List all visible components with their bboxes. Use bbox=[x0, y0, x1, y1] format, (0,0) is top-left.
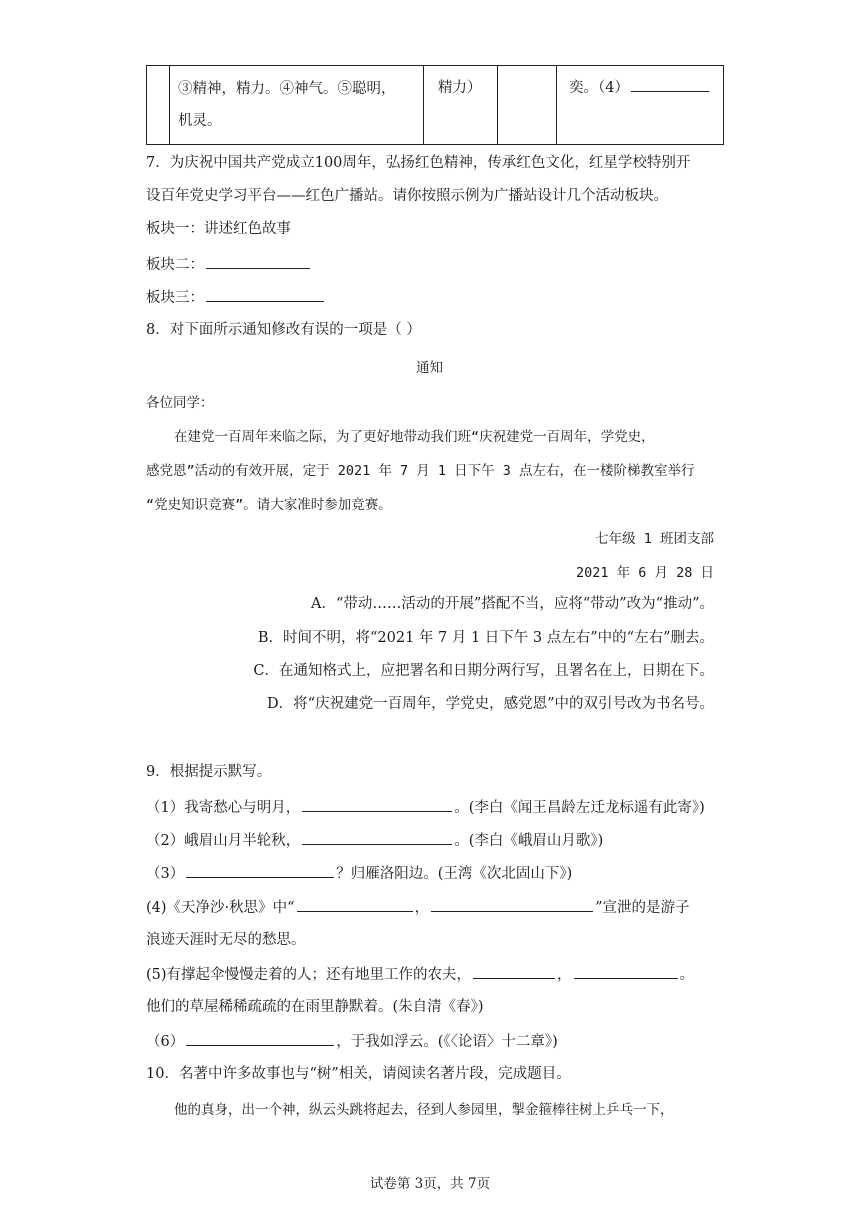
table-cell-2-line1: ③精神，精力。④神气。⑤聪明， bbox=[178, 81, 396, 97]
q9-item3-pre: （3） bbox=[146, 866, 185, 882]
answer-blank-9-2[interactable] bbox=[302, 829, 452, 845]
q9-item4-pre: (4)《天净沙·秋思》中“ bbox=[146, 900, 295, 916]
q9-item5-mid: ， bbox=[557, 967, 572, 983]
q9-item5-pre: (5)有撑起伞慢慢走着的人；还有地里工作的农夫， bbox=[146, 967, 472, 983]
answer-blank-9-4a[interactable] bbox=[297, 896, 413, 912]
q9-item2-pre: （2）峨眉山月半轮秋， bbox=[146, 833, 301, 849]
q7-block2-label: 板块二： bbox=[146, 257, 204, 273]
q9-item1-post: 。(李白《闻王昌龄左迁龙标遥有此寄》) bbox=[454, 800, 705, 816]
q8-option-c[interactable]: C．在通知格式上，应把署名和日期分两行写，且署名在上，日期在下。 bbox=[253, 663, 714, 679]
q9-item5 bbox=[146, 963, 694, 985]
q10-stem: 10．名著中许多故事也与“树”相关，请阅读名著片段，完成题目。 bbox=[146, 1066, 571, 1082]
notice-greeting: 各位同学： bbox=[146, 395, 214, 411]
q9-item4 bbox=[146, 896, 689, 918]
notice-signer: 七年级 1 班团支部 bbox=[595, 531, 714, 547]
q7-line2: 设百年党史学习平台——红色广播站。请你按照示例为广播站设计几个活动板块。 bbox=[146, 188, 668, 204]
answer-blank-table[interactable] bbox=[631, 76, 709, 92]
q7-block2-row bbox=[146, 253, 312, 275]
page-footer: 试卷第 3页，共 7页 bbox=[369, 1176, 491, 1192]
answer-blank-block2[interactable] bbox=[206, 253, 310, 269]
q7-block3-label: 板块三： bbox=[146, 290, 204, 306]
answer-blank-9-5a[interactable] bbox=[473, 963, 555, 979]
q9-item6 bbox=[146, 1030, 558, 1052]
q7-block1: 板块一：讲述红色故事 bbox=[146, 221, 291, 237]
answer-blank-block3[interactable] bbox=[206, 286, 324, 302]
table-cell-3 bbox=[424, 66, 498, 145]
table-cell-2 bbox=[170, 66, 424, 145]
q9-item2 bbox=[146, 829, 603, 851]
answer-blank-9-3[interactable] bbox=[186, 862, 334, 878]
q8-option-b[interactable]: B．时间不明，将“2021 年 7 月 1 日下午 3 点左右”中的“左右”删去。 bbox=[257, 630, 714, 646]
notice-body-line2: 感党恩”活动的有效开展，定于 2021 年 7 月 1 日下午 3 点左右，在一楼阶梯教室举行 bbox=[146, 463, 695, 479]
q10-passage: 他的真身，出一个神，纵云头跳将起去，径到人参园里，掣金箍棒往树上乒乓一下， bbox=[174, 1102, 674, 1118]
answer-blank-9-5b[interactable] bbox=[574, 963, 678, 979]
q9-item4-post: ”宣泄的是游子 bbox=[595, 900, 690, 916]
answer-blank-9-6[interactable] bbox=[186, 1030, 334, 1046]
notice-date: 2021 年 6 月 28 日 bbox=[575, 565, 714, 581]
q9-item6-post: ，于我如浮云。(《〈论语〉十二章》) bbox=[336, 1034, 558, 1050]
q9-item3-post: ？归雁洛阳边。(王湾《次北固山下》) bbox=[336, 866, 573, 882]
table-cell-2-line2: 机灵。 bbox=[178, 113, 222, 129]
q7-block3-row bbox=[146, 286, 326, 308]
q7-line1: 7．为庆祝中国共产党成立100周年，弘扬红色精神，传承红色文化，红星学校特别开 bbox=[146, 155, 691, 171]
notice-body-line1: 在建党一百周年来临之际，为了更好地带动我们班“庆祝建党一百周年，学党史， bbox=[174, 429, 655, 445]
q9-item3 bbox=[146, 862, 572, 884]
notice-title: 通知 bbox=[416, 360, 443, 376]
answer-blank-9-4b[interactable] bbox=[431, 896, 593, 912]
q9-item5-line2: 他们的草屋稀稀疏疏的在雨里静默着。(朱自清《春》) bbox=[146, 999, 484, 1015]
table-cell-1 bbox=[147, 66, 170, 145]
q9-item5-post: 。 bbox=[679, 967, 695, 983]
table-cell-5 bbox=[557, 66, 724, 145]
q8-option-a[interactable]: A．“带动……活动的开展”搭配不当，应将“带动”改为“推动”。 bbox=[311, 596, 714, 612]
q9-item1 bbox=[146, 796, 705, 818]
q9-item4-mid: ， bbox=[414, 900, 430, 916]
q8-option-d[interactable]: D．将“庆祝建党一百周年，学党史，感党恩”中的双引号改为书名号。 bbox=[267, 696, 714, 712]
q9-stem: 9．根据提示默写。 bbox=[146, 764, 272, 780]
answer-blank-9-1[interactable] bbox=[302, 796, 452, 812]
q9-item4-line2: 浪迹天涯时无尽的愁思。 bbox=[146, 932, 306, 948]
definition-table bbox=[146, 65, 724, 145]
notice-body-line3: “党史知识竞赛”。请大家准时参加竞赛。 bbox=[146, 497, 392, 513]
q9-item2-post: 。(李白《峨眉山月歌》) bbox=[454, 833, 604, 849]
table-cell-5-text: 奕。（4） bbox=[569, 80, 629, 96]
q9-item1-pre: （1）我寄愁心与明月， bbox=[146, 800, 301, 816]
q9-item6-pre: （6） bbox=[146, 1034, 185, 1050]
q8-stem: 8．对下面所示通知修改有误的一项是（ ） bbox=[146, 322, 421, 338]
table-cell-4 bbox=[498, 66, 557, 145]
table-cell-3-text: 精力） bbox=[438, 80, 482, 96]
